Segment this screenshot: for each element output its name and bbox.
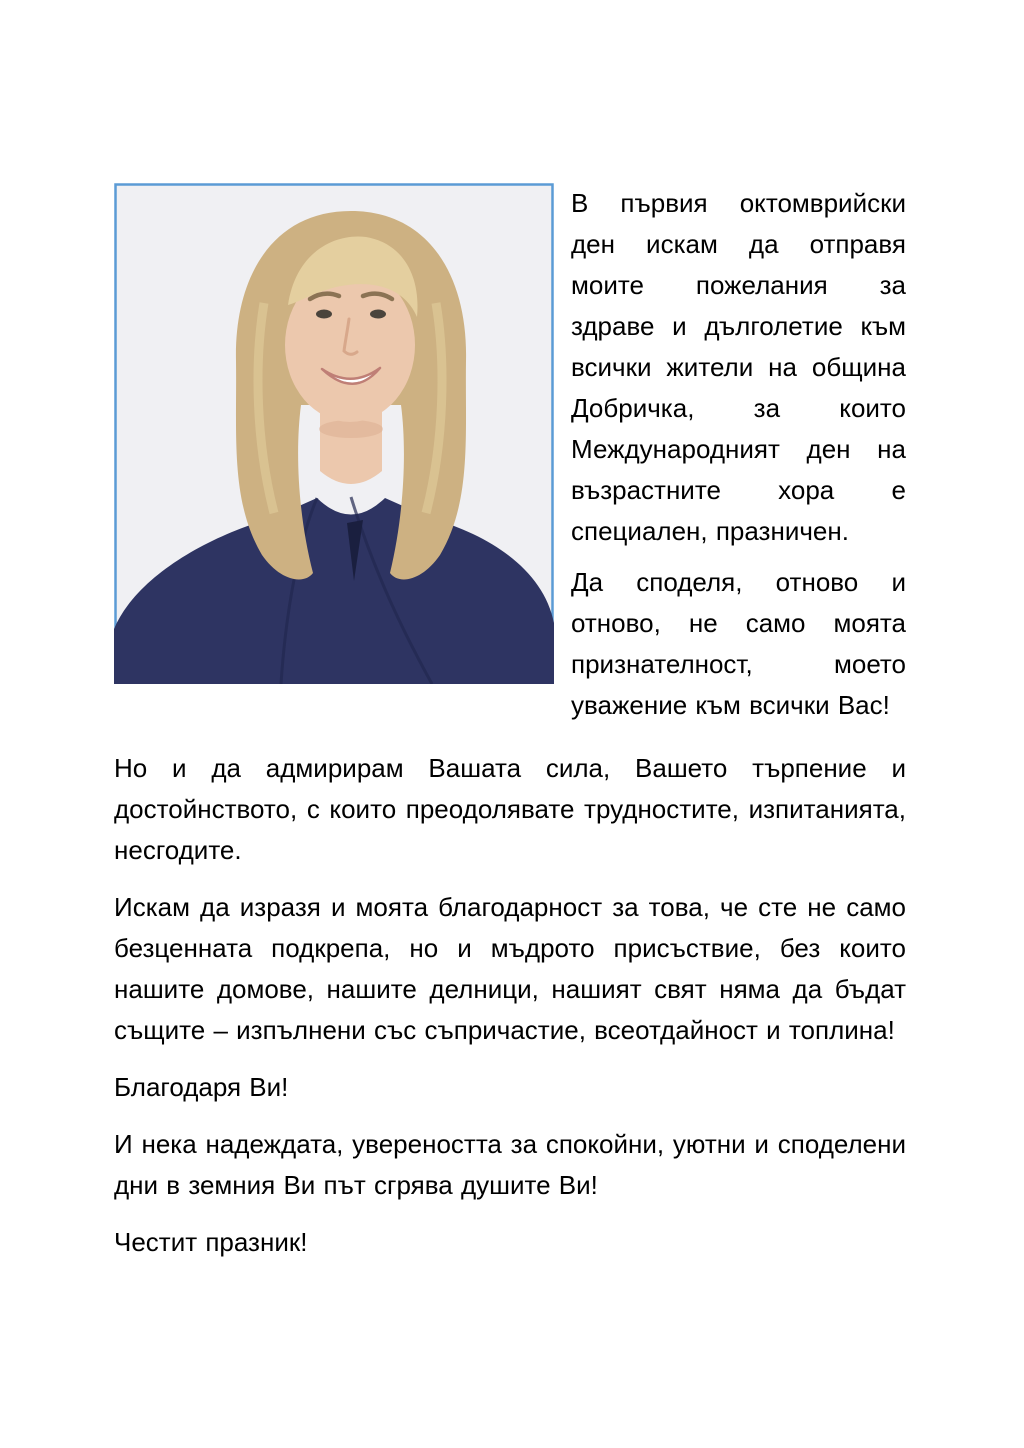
paragraph-holiday-wish: Честит празник! [114, 1227, 308, 1257]
photo-frame [114, 183, 554, 684]
paragraph-hope: И нека надеждата, увереността за спокойни, уютни и споделени дни в земния Ви път сгрява душите Ви! [114, 1129, 906, 1200]
portrait-photo [114, 183, 554, 684]
chin-shadow [319, 420, 383, 438]
eye-left [316, 310, 332, 319]
paragraph-admiration: Но и да адмирирам Вашата сила, Вашето търпение и достойнството, с които преодолявате трудностите, изпитанията, несгодите. [114, 753, 906, 865]
paragraph-thanks: Благодаря Ви! [114, 1072, 289, 1102]
eye-right [370, 310, 386, 319]
wrapped-text-column [571, 183, 906, 736]
top-section [114, 183, 906, 736]
paragraph-greeting: В първия октомврийски ден искам да отправя моите пожелания за здраве и дълголетие към всички жители на община Добричка, за които Международният ден на възрастните хора е специален, празничен. [571, 188, 906, 546]
paragraph-gratitude: Да споделя, отново и отново, не само моята признателност, моето уважение към всички Вас! [571, 567, 906, 720]
paragraph-thankfulness: Искам да изразя и моята благодарност за това, че сте не само безценната подкрепа, но и мъдрото присъствие, без които нашите домове, нашите делници, нашият свят няма да бъдат същите – изпълнени със съпричастие, всеотдайност и топлина! [114, 892, 906, 1045]
body-text [114, 748, 906, 1263]
